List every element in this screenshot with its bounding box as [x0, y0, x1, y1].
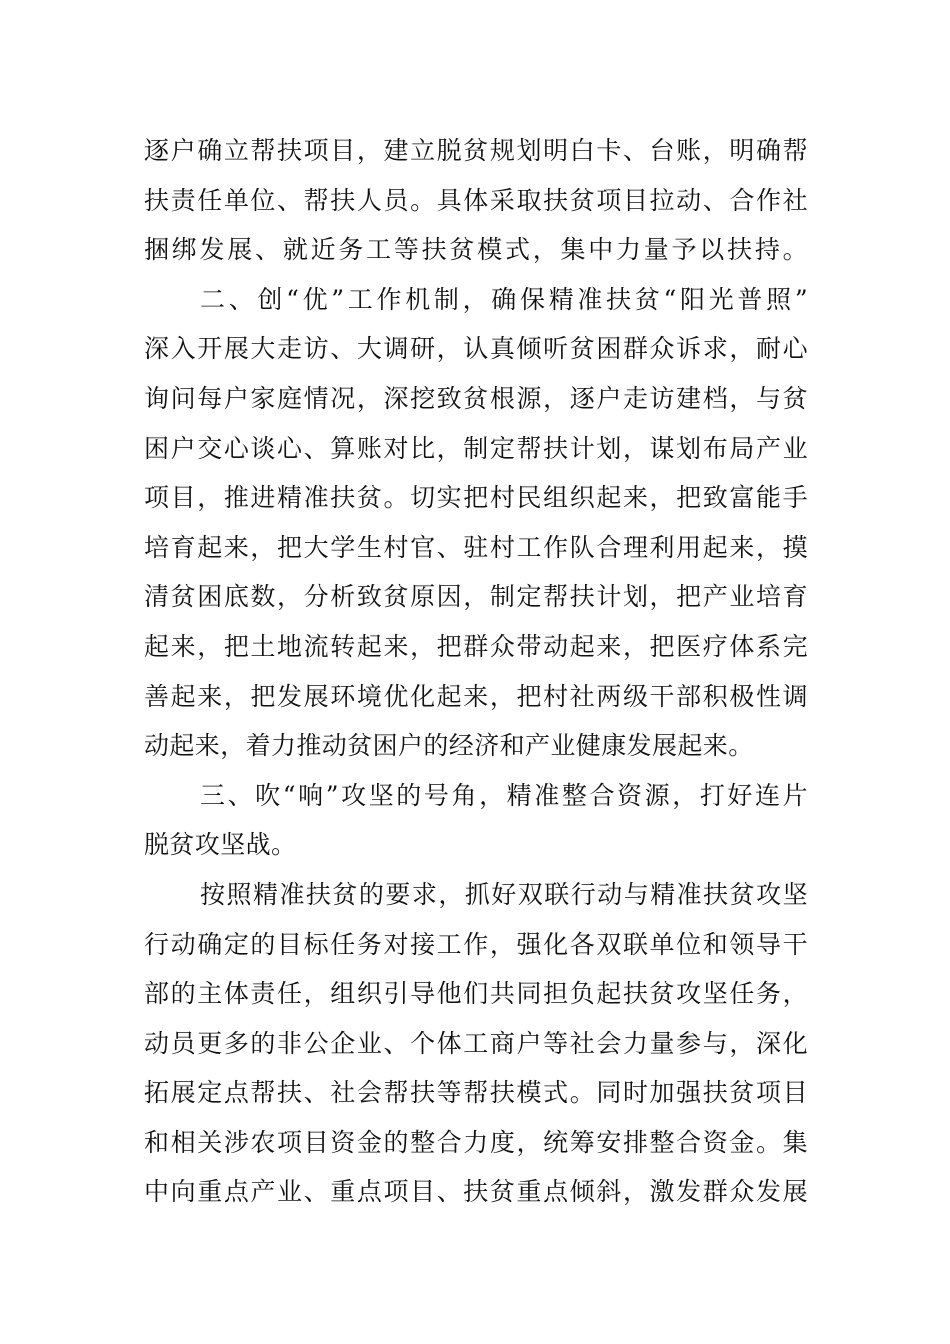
text-line: 拓展定点帮扶、社会帮扶等帮扶模式。同时加强扶贫项目 [144, 1078, 808, 1108]
text-line: 行动确定的目标任务对接工作，强化各双联单位和领导干 [144, 929, 808, 959]
text-line: 部的主体责任，组织引导他们共同担负起扶贫攻坚任务， [144, 979, 808, 1009]
text-line: 和相关涉农项目资金的整合力度，统筹安排整合资金。集 [144, 1127, 808, 1157]
text-line: 脱贫攻坚战。 [144, 830, 297, 860]
text-line: 清贫困底数，分析致贫原因，制定帮扶计划，把产业培育 [144, 582, 808, 612]
text-line: 困户交心谈心、算账对比，制定帮扶计划，谋划布局产业 [144, 433, 808, 463]
text-line: 深入开展大走访、大调研，认真倾听贫困群众诉求，耐心 [144, 334, 808, 364]
text-line: 逐户确立帮扶项目，建立脱贫规划明白卡、台账，明确帮 [144, 136, 808, 165]
text-line: 善起来，把发展环境优化起来，把村社两级干部积极性调 [144, 681, 808, 711]
text-line: 捆绑发展、就近务工等扶贫模式，集中力量予以扶持。 [144, 235, 808, 265]
text-line: 中向重点产业、重点项目、扶贫重点倾斜，激发群众发展 [144, 1177, 808, 1207]
paragraph-start: 按照精准扶贫的要求，抓好双联行动与精准扶贫攻坚 [200, 879, 808, 909]
text-line: 询问每户家庭情况，深挖致贫根源，逐户走访建档，与贫 [144, 383, 808, 413]
text-line: 培育起来，把大学生村官、驻村工作队合理利用起来，摸 [144, 532, 808, 562]
document-body [144, 126, 808, 1217]
text-line: 动员更多的非公企业、个体工商户等社会力量参与，深化 [144, 1028, 808, 1058]
text-line: 起来，把土地流转起来，把群众带动起来，把医疗体系完 [144, 631, 808, 661]
text-line: 项目，推进精准扶贫。切实把村民组织起来，把致富能手 [144, 483, 808, 513]
text-line: 动起来，着力推动贫困户的经济和产业健康发展起来。 [144, 731, 754, 761]
text-line: 扶责任单位、帮扶人员。具体采取扶贫项目拉动、合作社 [144, 185, 808, 215]
section-heading-3: 三、吹“响”攻坚的号角，精准整合资源，打好连片 [200, 780, 808, 810]
section-heading-2: 二、创“优”工作机制，确保精准扶贫“阳光普照” [200, 284, 808, 314]
